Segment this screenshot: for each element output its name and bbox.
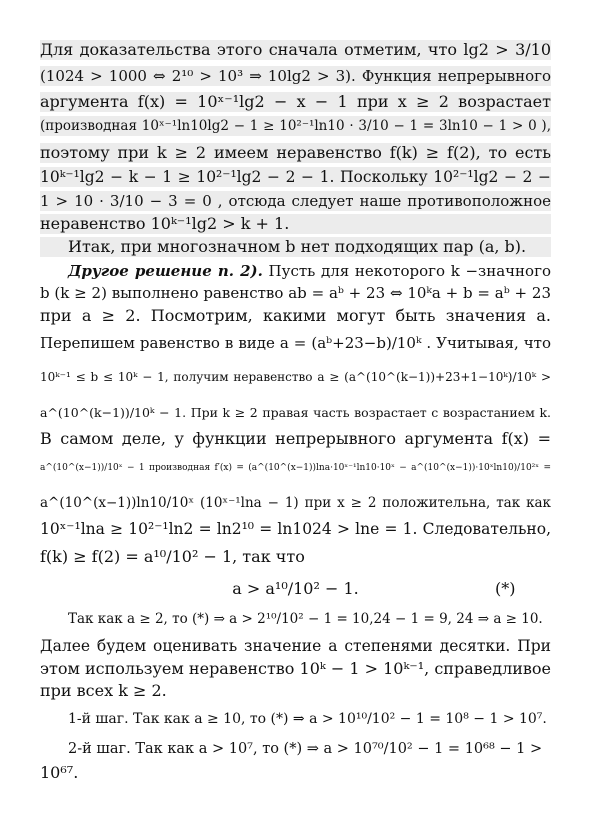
section-line [40, 261, 551, 281]
text-line: поэтому при k ≥ 2 имеем неравенство f(k) ≥ f(2), то есть [40, 143, 551, 162]
text-line: В самом деле, у функции непрерывного аргумента f(x) = [40, 429, 551, 448]
text-line: (1024 > 1000 ⇔ 2¹⁰ > 10³ ⇒ 10lg2 > 3). Функция непрерывного [40, 67, 551, 85]
text-line: Для доказательства этого сначала отметим, что lg2 > 3/10 [40, 40, 551, 59]
text-line: 10⁶⁷. [40, 763, 79, 782]
text-line: 10ᵏ⁻¹ ≤ b ≤ 10ᵏ − 1, получим неравенство a ≥ (a^(10^(k−1))+23+1−10ᵏ)/10ᵏ > [40, 370, 551, 384]
display-formula: a > a¹⁰/10² − 1. [232, 579, 359, 598]
text-line: этом используем неравенство 10ᵏ − 1 > 10ᵏ⁻¹, справедливое [40, 659, 551, 678]
section-heading: Другое решение п. 2). [68, 262, 263, 280]
text-line: 10ˣ⁻¹lna ≥ 10²⁻¹ln2 = ln2¹⁰ = ln1024 > lne = 1. Следовательно, [40, 520, 551, 538]
text-line: при всех k ≥ 2. [40, 681, 167, 700]
text-line: a^(10^(x−1))/10ˣ − 1 производная f′(x) = (a^(10^(x−1))lna·10ˣ⁻¹ln10·10ˣ − a^(10^(x−1))·10ˣln10)/10²ˣ = [40, 463, 551, 473]
text-line: при a ≥ 2. Посмотрим, какими могут быть значения a. [40, 306, 551, 325]
formula-tag: (*) [495, 579, 516, 598]
text-line: f(k) ≥ f(2) = a¹⁰/10² − 1, так что [40, 547, 305, 566]
text-line: Перепишем равенство в виде a = (aᵇ+23−b)/10ᵏ . Учитывая, что [40, 334, 551, 352]
text-line: (производная 10ˣ⁻¹ln10lg2 − 1 ≥ 10²⁻¹ln10 · 3/10 − 1 = 3ln10 − 1 > 0 ), [40, 118, 551, 134]
text-line: неравенство 10ᵏ⁻¹lg2 > k + 1. [40, 214, 551, 234]
text-line: 1 > 10 · 3/10 − 3 = 0 , отсюда следует наше противоположное [40, 192, 551, 210]
text-line: Итак, при многозначном b нет подходящих пар (a, b). [40, 237, 551, 257]
text-line: 1-й шаг. Так как a ≥ 10, то (*) ⇒ a > 10¹⁰/10² − 1 = 10⁸ − 1 > 10⁷. [68, 711, 547, 727]
text-line: аргумента f(x) = 10ˣ⁻¹lg2 − x − 1 при x ≥ 2 возрастает [40, 92, 551, 111]
text-line: b (k ≥ 2) выполнено равенство ab = aᵇ + 23 ⇔ 10ᵏa + b = aᵇ + 23 [40, 284, 551, 302]
text-line: a^(10^(k−1))/10ᵏ − 1. При k ≥ 2 правая часть возрастает с возрастанием k. [40, 405, 551, 420]
text-line: 10ᵏ⁻¹lg2 − k − 1 ≥ 10²⁻¹lg2 − 2 − 1. Поскольку 10²⁻¹lg2 − 2 − [40, 168, 551, 186]
text-line: 2-й шаг. Так как a > 10⁷, то (*) ⇒ a > 10⁷⁰/10² − 1 = 10⁶⁸ − 1 > [68, 741, 543, 757]
text-line: Далее будем оценивать значение a степенями десятки. При [40, 637, 551, 655]
text-span: Пусть для некоторого k −значного [268, 262, 551, 280]
text-line: Так как a ≥ 2, то (*) ⇒ a > 2¹⁰/10² − 1 = 10,24 − 1 = 9, 24 ⇒ a ≥ 10. [68, 611, 543, 627]
text-line: a^(10^(x−1))ln10/10ˣ (10ˣ⁻¹lna − 1) при x ≥ 2 положительна, так как [40, 495, 551, 511]
